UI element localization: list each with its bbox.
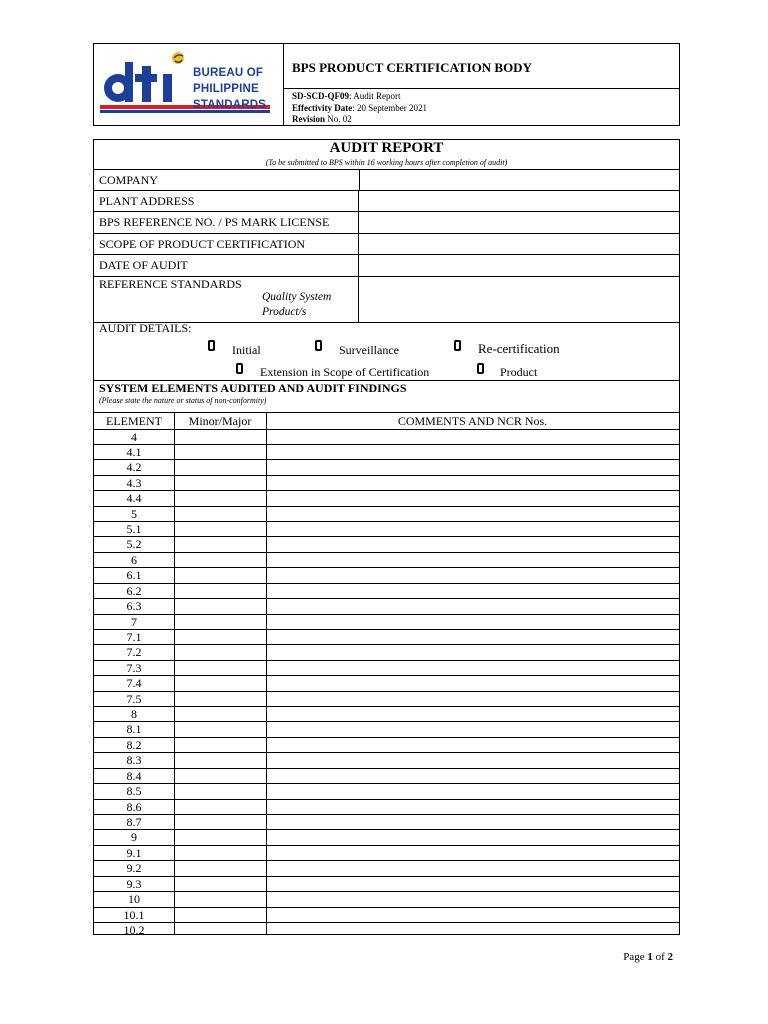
minor-major-cell[interactable] (175, 815, 266, 829)
col-minor-major-header: Minor/Major (188, 414, 252, 428)
extension-option-label: Extension in Scope of Certification (260, 365, 430, 379)
comments-cell[interactable] (267, 800, 679, 814)
products-label: Product/s (262, 306, 307, 318)
element-cell: 8.1 (126, 722, 142, 736)
bps-reference-field[interactable] (358, 212, 679, 233)
system-elements-note: (Please state the nature or status of non-conformity) (99, 396, 267, 405)
comments-cell[interactable] (267, 553, 679, 567)
table-row (94, 644, 679, 659)
comments-cell[interactable] (267, 599, 679, 613)
table-row (94, 829, 679, 844)
table-row (94, 552, 679, 567)
element-cell: 9.1 (126, 846, 142, 860)
element-cell: 6 (131, 553, 137, 567)
comments-cell[interactable] (267, 815, 679, 829)
bps-reference-label: BPS REFERENCE NO. / PS MARK LICENSE (99, 215, 330, 229)
logo-line: PHILIPPINE (193, 83, 259, 95)
minor-major-cell[interactable] (175, 738, 266, 752)
table-row (94, 876, 679, 891)
table-row (94, 706, 679, 721)
minor-major-cell[interactable] (175, 615, 266, 629)
quality-system-label: Quality System (262, 291, 332, 303)
comments-cell[interactable] (267, 537, 679, 551)
minor-major-cell[interactable] (175, 661, 266, 675)
element-cell: 8.7 (126, 815, 142, 829)
minor-major-cell[interactable] (175, 861, 266, 875)
comments-cell[interactable] (267, 630, 679, 644)
comments-cell[interactable] (267, 491, 679, 505)
minor-major-cell[interactable] (175, 676, 266, 690)
plant-address-field[interactable] (358, 191, 679, 211)
element-cell: 7.5 (126, 692, 142, 706)
table-row (94, 536, 679, 551)
recertification-option-label: Re-certification (478, 341, 560, 356)
logo-line: BUREAU OF (193, 67, 264, 79)
table-row (94, 737, 679, 752)
table-row (94, 907, 679, 922)
company-label: COMPANY (99, 173, 158, 187)
comments-cell[interactable] (267, 460, 679, 474)
minor-major-cell[interactable] (175, 707, 266, 721)
comments-cell[interactable] (267, 507, 679, 521)
logo-wordmark (193, 65, 266, 113)
initial-option-label: Initial (232, 343, 261, 357)
element-cell: 4.2 (126, 460, 142, 474)
system-elements-title: SYSTEM ELEMENTS AUDITED AND AUDIT FINDINGS (99, 381, 407, 395)
table-row (94, 860, 679, 875)
table-row (94, 922, 679, 937)
table-row (94, 814, 679, 829)
minor-major-cell[interactable] (175, 692, 266, 706)
minor-major-cell[interactable] (175, 753, 266, 767)
doc-code-label: SD-SCD-QF09 (292, 91, 350, 101)
element-cell: 8 (131, 707, 137, 721)
element-cell: 9.3 (126, 877, 142, 891)
table-row (94, 721, 679, 736)
element-cell: 10 (128, 892, 140, 906)
element-cell: 8.3 (126, 753, 142, 767)
comments-cell[interactable] (267, 877, 679, 891)
element-cell: 4.1 (126, 445, 142, 459)
table-row (94, 891, 679, 906)
revision-label: Revision (292, 114, 326, 124)
revision-value: No. 02 (325, 114, 352, 124)
element-cell: 5.1 (126, 522, 142, 536)
page-total: 2 (667, 951, 673, 963)
comments-cell[interactable] (267, 522, 679, 536)
header-title: BPS PRODUCT CERTIFICATION BODY (292, 60, 532, 75)
page-prefix: Page (623, 951, 648, 963)
form-subtitle: (To be submitted to BPS within 16 working hours after completion of audit) (265, 158, 508, 167)
reference-standards-field[interactable] (358, 277, 679, 322)
table-row (94, 691, 679, 706)
surveillance-checkbox[interactable] (315, 340, 322, 351)
comments-cell[interactable] (267, 568, 679, 582)
table-row (94, 459, 679, 474)
page-footer (623, 951, 673, 963)
element-cell: 10.1 (123, 908, 145, 922)
table-row (94, 660, 679, 675)
recertification-checkbox[interactable] (454, 340, 461, 351)
minor-major-cell[interactable] (175, 584, 266, 598)
comments-cell[interactable] (267, 830, 679, 844)
minor-major-cell[interactable] (175, 568, 266, 582)
minor-major-cell[interactable] (175, 430, 266, 444)
minor-major-cell[interactable] (175, 476, 266, 490)
scope-field[interactable] (358, 234, 679, 254)
minor-major-cell[interactable] (175, 522, 266, 536)
reference-standards-label: REFERENCE STANDARDS (99, 277, 242, 291)
audit-report-form (93, 139, 680, 935)
table-row (94, 768, 679, 783)
col-element-header: ELEMENT (106, 414, 162, 428)
comments-cell[interactable] (267, 692, 679, 706)
element-cell: 4.4 (126, 491, 142, 505)
comments-cell[interactable] (267, 923, 679, 937)
extension-scope-checkbox[interactable] (236, 363, 243, 374)
minor-major-cell[interactable] (175, 877, 266, 891)
element-cell: 6.1 (126, 568, 142, 582)
table-row (94, 675, 679, 690)
minor-major-cell[interactable] (175, 599, 266, 613)
element-cell: 4 (131, 430, 137, 444)
minor-major-cell[interactable] (175, 892, 266, 906)
minor-major-cell[interactable] (175, 460, 266, 474)
minor-major-cell[interactable] (175, 784, 266, 798)
element-cell: 8.4 (126, 769, 142, 783)
comments-cell[interactable] (267, 892, 679, 906)
table-row (94, 567, 679, 582)
comments-cell[interactable] (267, 769, 679, 783)
doc-code-value: : Audit Report (349, 91, 401, 101)
table-row (94, 475, 679, 490)
comments-cell[interactable] (267, 753, 679, 767)
table-row (94, 783, 679, 798)
comments-cell[interactable] (267, 476, 679, 490)
element-cell: 8.6 (126, 800, 142, 814)
initial-checkbox[interactable] (208, 340, 215, 351)
minor-major-cell[interactable] (175, 722, 266, 736)
minor-major-cell[interactable] (175, 923, 266, 937)
comments-cell[interactable] (267, 445, 679, 459)
document-header (93, 43, 680, 126)
element-cell: 7.2 (126, 645, 142, 659)
minor-major-cell[interactable] (175, 846, 266, 860)
element-cell: 6.2 (126, 584, 142, 598)
effectivity-value: : 20 September 2021 (352, 102, 427, 113)
element-cell: 8.5 (126, 784, 142, 798)
element-cell: 9 (131, 830, 137, 844)
effectivity-label: Effectivity Date (292, 102, 353, 113)
comments-cell[interactable] (267, 722, 679, 736)
table-row (94, 845, 679, 860)
document-meta (292, 91, 427, 126)
comments-cell[interactable] (267, 430, 679, 444)
product-checkbox[interactable] (477, 363, 484, 374)
minor-major-cell[interactable] (175, 537, 266, 551)
plant-address-label: PLANT ADDRESS (99, 194, 195, 208)
form-title: AUDIT REPORT (329, 140, 444, 156)
element-cell: 7.1 (126, 630, 142, 644)
col-comments-header: COMMENTS AND NCR Nos. (397, 414, 548, 428)
table-row (94, 598, 679, 613)
table-row (94, 429, 679, 444)
comments-cell[interactable] (267, 784, 679, 798)
minor-major-cell[interactable] (175, 830, 266, 844)
table-row (94, 752, 679, 767)
product-option-label: Product (500, 365, 538, 379)
element-cell: 7.4 (126, 676, 142, 690)
table-row (94, 799, 679, 814)
table-row (94, 444, 679, 459)
comments-cell[interactable] (267, 584, 679, 598)
comments-cell[interactable] (267, 661, 679, 675)
element-cell: 6.3 (126, 599, 142, 613)
element-cell: 7 (131, 615, 137, 629)
minor-major-cell[interactable] (175, 645, 266, 659)
minor-major-cell[interactable] (175, 553, 266, 567)
comments-cell[interactable] (267, 645, 679, 659)
table-row (94, 583, 679, 598)
table-row (94, 614, 679, 629)
comments-cell[interactable] (267, 707, 679, 721)
minor-major-cell[interactable] (175, 507, 266, 521)
element-cell: 7.3 (126, 661, 142, 675)
comments-cell[interactable] (267, 846, 679, 860)
comments-cell[interactable] (267, 615, 679, 629)
surveillance-option-label: Surveillance (339, 343, 399, 357)
element-cell: 5.2 (126, 537, 142, 551)
audit-details-label: AUDIT DETAILS: (99, 321, 192, 335)
comments-cell[interactable] (267, 738, 679, 752)
page-of: of (652, 951, 668, 963)
comments-cell[interactable] (267, 676, 679, 690)
element-cell: 5 (131, 507, 137, 521)
company-field[interactable] (359, 170, 679, 190)
minor-major-cell[interactable] (175, 445, 266, 459)
scope-label: SCOPE OF PRODUCT CERTIFICATION (99, 237, 306, 251)
table-row (94, 506, 679, 521)
date-of-audit-field[interactable] (358, 255, 679, 276)
element-cell: 9.2 (126, 861, 142, 875)
table-row (94, 629, 679, 644)
minor-major-cell[interactable] (175, 630, 266, 644)
minor-major-cell[interactable] (175, 769, 266, 783)
minor-major-cell[interactable] (175, 491, 266, 505)
comments-cell[interactable] (267, 908, 679, 922)
element-cell: 10.2 (123, 923, 145, 937)
minor-major-cell[interactable] (175, 800, 266, 814)
element-cell: 8.2 (126, 738, 142, 752)
page-number: 1 (647, 951, 653, 963)
date-of-audit-label: DATE OF AUDIT (99, 258, 188, 272)
table-row (94, 490, 679, 505)
table-row (94, 521, 679, 536)
comments-cell[interactable] (267, 861, 679, 875)
logo-line: STANDARDS (193, 99, 267, 111)
minor-major-cell[interactable] (175, 908, 266, 922)
element-cell: 4.3 (126, 476, 142, 490)
